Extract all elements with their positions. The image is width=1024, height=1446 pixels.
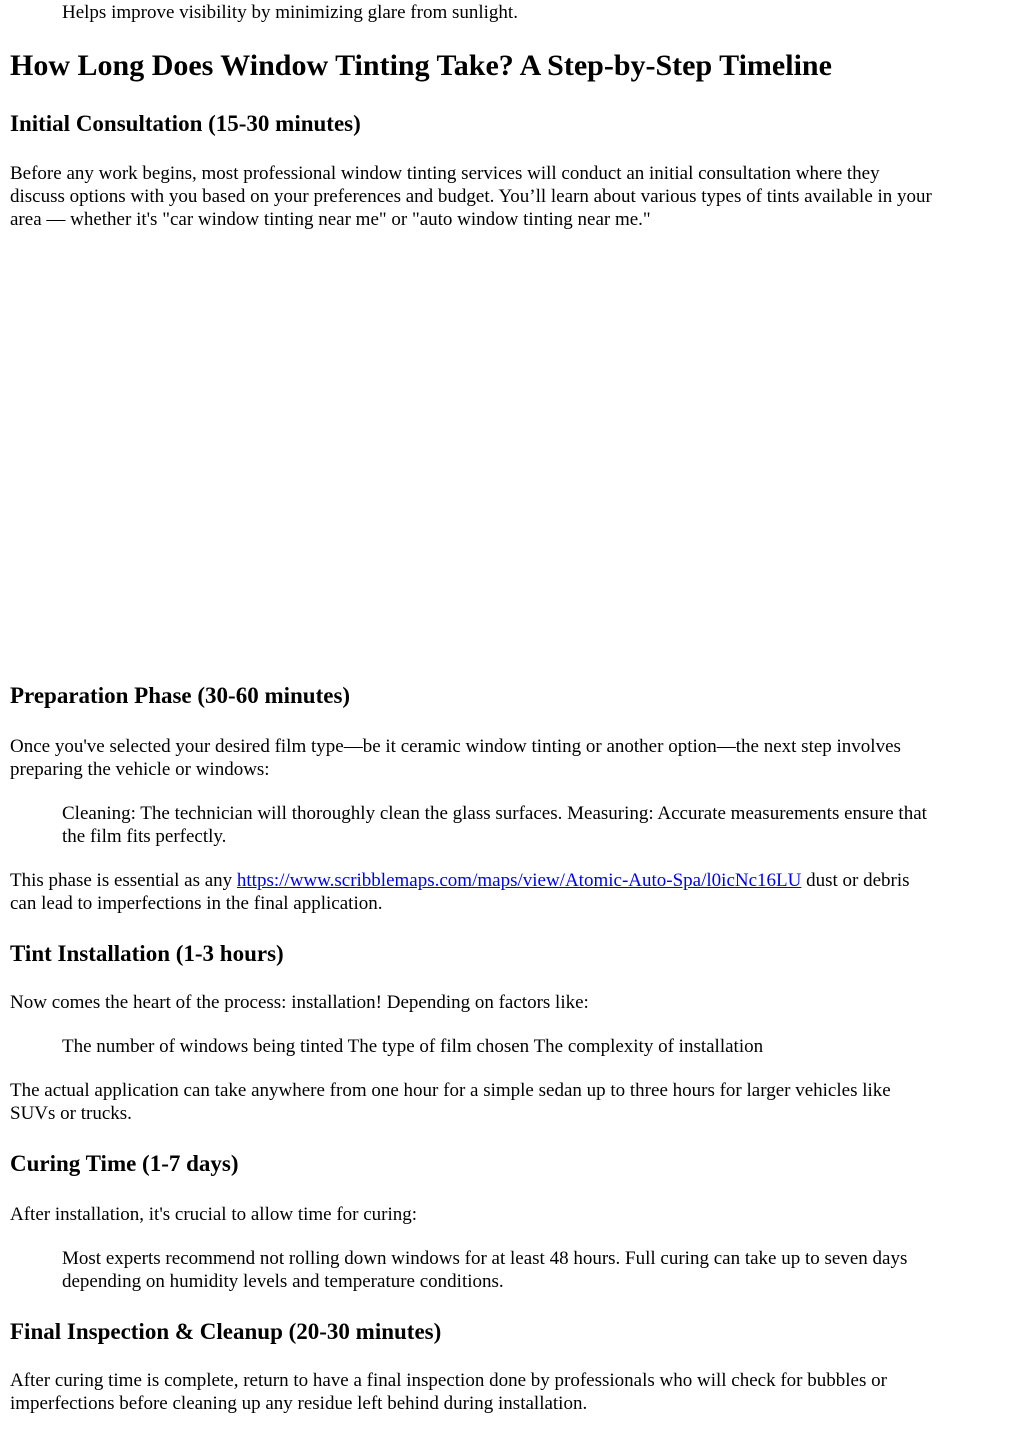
heading-curing-time: Curing Time (1-7 days): [10, 1151, 239, 1176]
inspection-paragraph-line: After curing time is complete, return to have a final inspection done by professionals who will check for bubbles or: [10, 1370, 887, 1391]
curing-intro: After installation, it's crucial to allow time for curing:: [10, 1204, 418, 1225]
list-item-glare: Helps improve visibility by minimizing glare from sunlight.: [62, 2, 518, 23]
preparation-note-line: can lead to imperfections in the final application.: [10, 893, 383, 914]
heading-preparation-phase: Preparation Phase (30-60 minutes): [10, 683, 351, 708]
preparation-paragraph-line: preparing the vehicle or windows:: [10, 759, 270, 780]
installation-list-line: The number of windows being tinted The type of film chosen The complexity of installation: [62, 1036, 764, 1057]
preparation-note-line: [10, 869, 910, 892]
note-text-before-link: This phase is essential as any: [10, 870, 237, 891]
heading-tint-installation: Tint Installation (1-3 hours): [10, 941, 284, 966]
consultation-paragraph-line: Before any work begins, most professional window tinting services will conduct an initial consultation where they: [10, 163, 880, 184]
heading-initial-consultation: Initial Consultation (15-30 minutes): [10, 111, 361, 136]
consultation-paragraph-line: area — whether it's "car window tinting near me" or "auto window tinting near me.": [10, 209, 651, 230]
preparation-list-line: the film fits perfectly.: [62, 826, 227, 847]
heading-final-inspection: Final Inspection & Cleanup (20-30 minutes): [10, 1319, 442, 1344]
preparation-list-line: Cleaning: The technician will thoroughly clean the glass surfaces. Measuring: Accurate measurements ensure that: [62, 803, 927, 824]
main-heading: How Long Does Window Tinting Take? A Step-by-Step Timeline: [10, 49, 832, 82]
installation-paragraph-line: The actual application can take anywhere from one hour for a simple sedan up to three hours for larger vehicles like: [10, 1080, 891, 1101]
curing-list-line: depending on humidity levels and temperature conditions.: [62, 1271, 504, 1292]
inspection-paragraph-line: imperfections before cleaning up any residue left behind during installation.: [10, 1393, 588, 1414]
consultation-paragraph-line: discuss options with you based on your preferences and budget. You’ll learn about various types of tints available in your: [10, 186, 932, 207]
installation-intro: Now comes the heart of the process: installation! Depending on factors like:: [10, 992, 589, 1013]
scribblemaps-link[interactable]: https://www.scribblemaps.com/maps/view/Atomic-Auto-Spa/l0icNc16LU: [236, 870, 802, 891]
preparation-paragraph-line: Once you've selected your desired film type—be it ceramic window tinting or another option—the next step involves: [10, 736, 901, 757]
curing-list-line: Most experts recommend not rolling down windows for at least 48 hours. Full curing can take up to seven days: [62, 1248, 908, 1269]
note-text-after-link: dust or debris: [801, 870, 910, 891]
installation-paragraph-line: SUVs or trucks.: [10, 1103, 132, 1124]
